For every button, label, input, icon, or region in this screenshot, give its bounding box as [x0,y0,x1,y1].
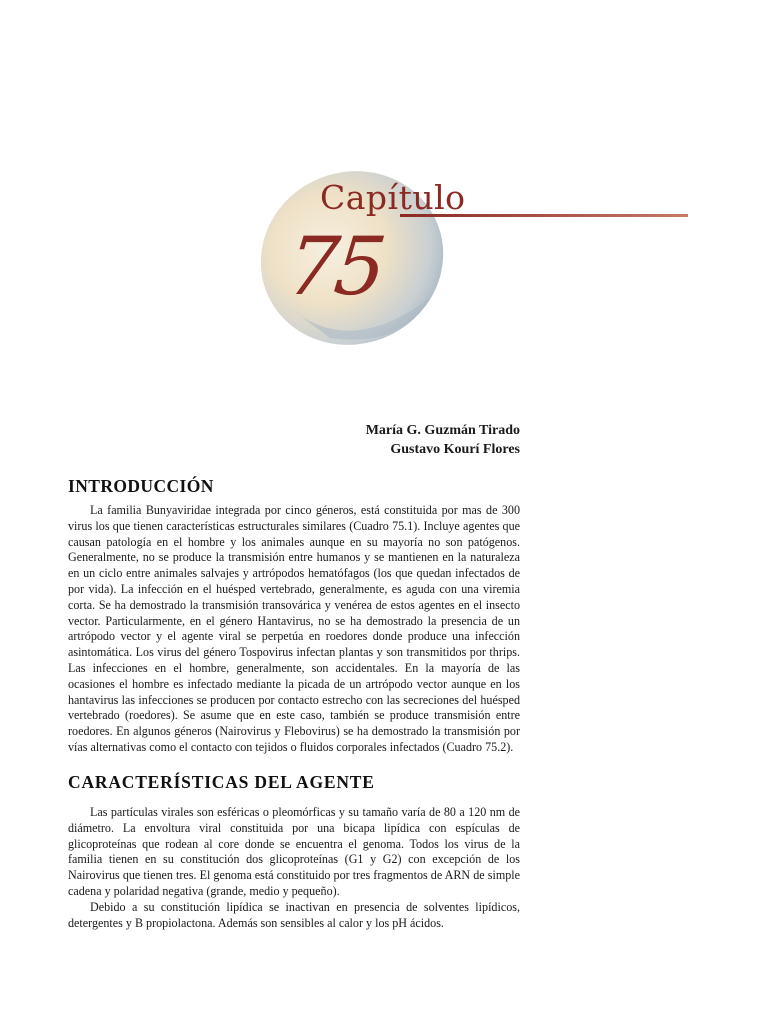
chapter-emblem [250,158,690,348]
section-heading-introduccion: INTRODUCCIÓN [68,476,214,496]
chapter-word: Capítulo [320,178,466,217]
section-body-caracteristicas [68,805,520,931]
author-name: María G. Guzmán Tirado [365,423,520,438]
author-list [366,421,520,459]
section-heading-caracteristicas: CARACTERÍSTICAS DEL AGENTE [68,772,375,792]
paragraph: La familia Bunyaviridae integrada por cinco géneros, está constituida por mas de 300 virus los que tienen características estructurales similares (Cuadro 75.1). Incluye agentes que causan patología en el hombre y los animales aunque en su mayoría no son patógenos. Generalmente, no se produce la transmisión entre humanos y se mantienen en la naturaleza en un ciclo entre animales salvajes y artrópodos hematófagos (los que quedan infectados de por vida). La infección en el huésped vertebrado, generalmente, es aguda con una viremia corta. Se ha demostrado la transmisión transovárica y venérea de estos agentes en el insecto vector. Particularmente, en el género Hantavirus, no se ha demostrado la presencia de un artrópodo vector y el agente viral se perpetúa en roedores donde produce una infección asintomática. Los virus del género Tospovirus infectan plantas y son transmitidos por thrips. Las infecciones en el hombre, generalmente, son accidentales. En la mayoría de las ocasiones el hombre es infectado mediante la picada de un artrópodo vector aunque en los hantavirus las infecciones se producen por contacto estrecho con las secreciones del huésped vertebrado (roedores). Se asume que en este caso, también se produce transmisión entre roedores. En algunos géneros (Nairovirus y Flebovirus) se ha demostrado la transmisión por vías alternativas como el contacto con tejidos o fluidos corporales infectados (Cuadro 75.2). [68,503,520,754]
paragraph: Las partículas virales son esféricas o pleomórficas y su tamaño varía de 80 a 120 nm de diámetro. La envoltura viral constituida por una bicapa lipídica con espículas de glicoproteínas que rodean al core donde se encuentra el genoma. Todos los virus de la familia tienen en su constitución dos glicoproteínas (G1 y G2) con excepción de los Nairovirus que tienen tres. El genoma está constituido por tres fragmentos de ARN de simple cadena y polaridad negativa (grande, medio y pequeño). [68,805,520,898]
chapter-number: 75 [283,220,387,313]
paragraph: Debido a su constitución lipídica se inactivan en presencia de solventes lipídicos, detergentes y B propiolactona. Además son sensibles al calor y los pH ácidos. [68,899,520,930]
author-name: Gustavo Kourí Flores [390,442,520,457]
section-body-introduccion [68,503,520,756]
